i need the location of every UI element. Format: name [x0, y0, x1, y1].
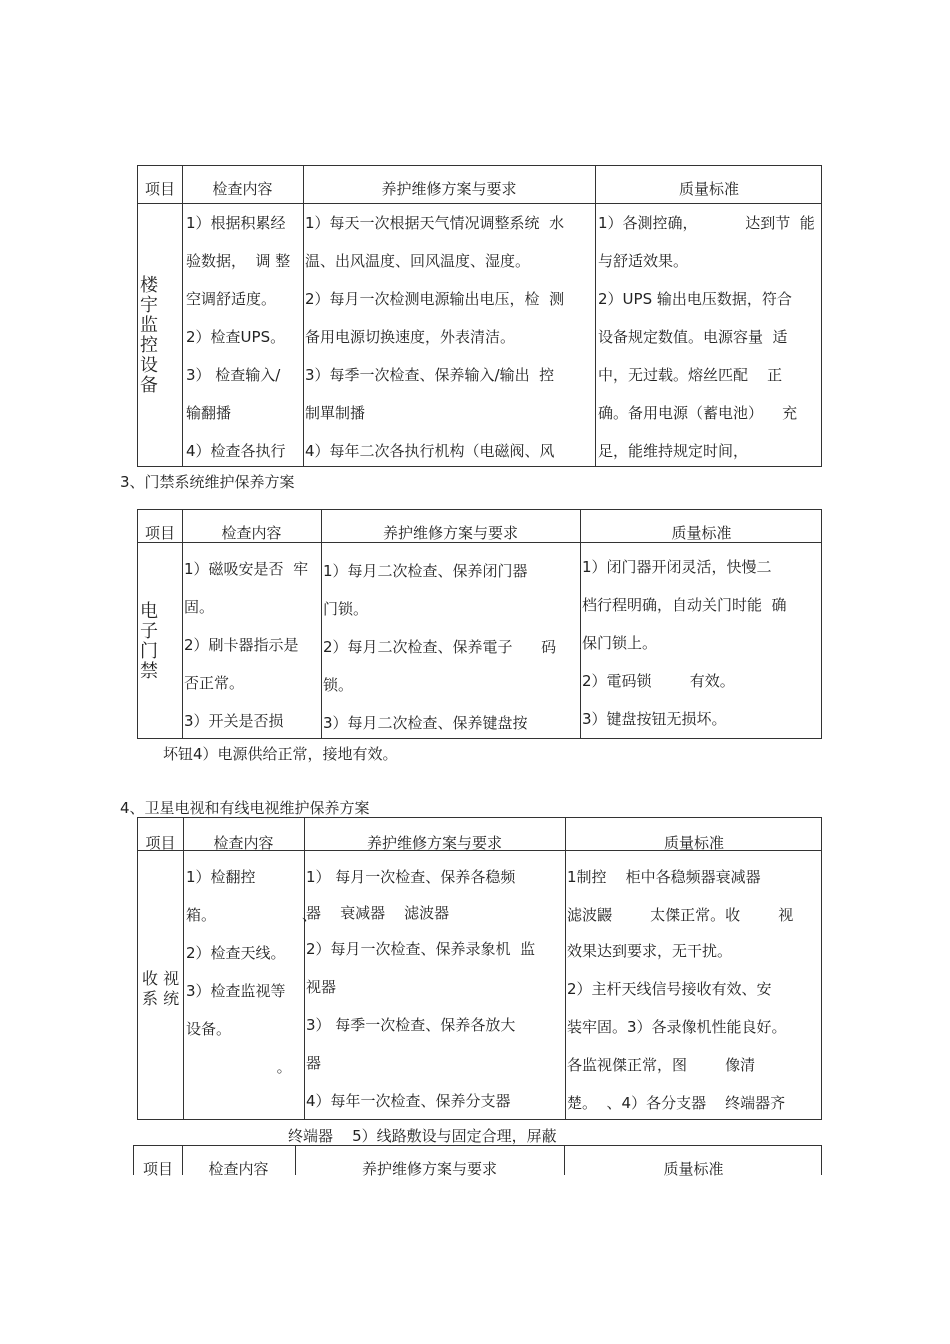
cell-line: 2）UPS 输出电压数据，符合: [598, 290, 792, 308]
cell-line: 门锁。: [323, 600, 369, 618]
cell-line: 各监视傑正常，图 像清: [567, 1056, 756, 1074]
item-char: 禁: [140, 661, 158, 682]
cell-line: 3）检查监视等: [186, 982, 286, 1000]
header-quality-standard: 质量标准: [663, 834, 724, 852]
cell-line: 空调舒适度。: [186, 290, 277, 308]
header-check-content: 检查内容: [208, 1160, 269, 1178]
cell-line: 档行程明确，自动关门时能 确: [582, 596, 787, 614]
section-4-title: 4、卫星电视和有线电视维护保养方案: [120, 799, 370, 817]
item-label-tv-system-line2: 系 统: [142, 989, 180, 1008]
item-char: 电: [140, 601, 158, 622]
cell-line: 2）每月一次检测电源输出电压，检 测: [305, 290, 565, 308]
cell-line: 2）检查UPS。: [186, 328, 286, 346]
cell-line: 1）各測控确， 达到节 能: [598, 214, 815, 232]
item-label-building-monitoring: [139, 276, 159, 396]
cell-line: 器 衰减器 滤波器: [306, 904, 450, 922]
header-check-content: 检查内容: [212, 180, 273, 198]
cell-line: 1）磁吸安是否 牢: [184, 560, 309, 578]
cell-line: 锁。: [323, 676, 354, 694]
cell-line: 楚。 、4）各分支器 终端器齐: [567, 1094, 786, 1112]
column-divider: [304, 818, 305, 1119]
cell-line: 滤波鼹 太傑正常。收 视: [567, 906, 794, 924]
item-char: 设: [140, 355, 158, 376]
item-char: 子: [140, 621, 158, 642]
cell-line: 3）每季一次检查、保养输入/输出 控: [305, 366, 555, 384]
header-item: 项目: [142, 1160, 173, 1178]
header-item: 项目: [144, 180, 175, 198]
cell-line: 4）每年一次检查、保养分支器: [306, 1092, 511, 1110]
cell-line: 设备规定数值。电源容量 适: [598, 328, 788, 346]
cell-line: 否正常。: [184, 674, 245, 692]
cell-line: 2）刷卡器指示是: [184, 636, 299, 654]
column-divider: [580, 510, 581, 738]
cell-line: 保门锁上。: [582, 634, 658, 652]
column-divider: [321, 510, 322, 738]
cell-line: 效果达到要求，无干扰。: [567, 942, 733, 960]
cell-line: 设备。: [186, 1020, 232, 1038]
column-divider: [595, 166, 596, 466]
column-divider: [182, 166, 183, 466]
cell-line: 。: [186, 1058, 292, 1076]
cell-line: 3）每月二次检查、保养键盘按: [323, 714, 528, 732]
cell-line: 1）每月二次检查、保养闭门器: [323, 562, 528, 580]
cell-line: 3）键盘按钮无损坏。: [582, 710, 727, 728]
item-char: 监: [140, 315, 158, 336]
item-char: 宇: [140, 295, 158, 316]
header-maintenance-plan: 养护维修方案与要求: [381, 180, 517, 198]
header-maintenance-plan: 养护维修方案与要求: [382, 524, 518, 542]
cell-line: 中，无过载。熔丝匹配 正: [598, 366, 783, 384]
cell-line: 备用电源切换速度，外表清洁。: [305, 328, 516, 346]
cell-line: 与舒适效果。: [598, 252, 689, 270]
header-check-content: 检查内容: [221, 524, 282, 542]
cell-line: 输翻播: [186, 404, 232, 422]
table-access-control: [137, 509, 822, 739]
cell-line: 4）检查各执行: [186, 442, 286, 460]
item-char: 门: [140, 641, 158, 662]
cell-line: 1）每天一次根据天气情况调整系统 水: [305, 214, 565, 232]
cell-line: 2）電码锁 有效。: [582, 672, 735, 690]
column-divider: [183, 818, 184, 1119]
section-3-title: 3、门禁系统维护保养方案: [120, 473, 295, 491]
cell-line: 2）检查天线。: [186, 944, 286, 962]
cell-line: 确。备用电源（蓄电池） 充: [598, 404, 798, 422]
column-divider: [303, 166, 304, 466]
cell-line: 装牢固。3）各录像机性能良好。: [567, 1018, 787, 1036]
cell-line: 温、出风温度、回风温度、湿度。: [305, 252, 531, 270]
header-quality-standard: 质量标准: [663, 1160, 724, 1178]
table-building-monitoring: [137, 165, 822, 467]
cell-line: 验数据， 调 整: [186, 252, 291, 270]
header-maintenance-plan: 养护维修方案与要求: [366, 834, 502, 852]
cell-line: 2）每月一次检查、保养录象机 监: [306, 940, 536, 958]
header-item: 项目: [144, 524, 175, 542]
cell-line: 1）闭门器开闭灵活，快慢二: [582, 558, 772, 576]
cell-line: 4）每年二次各执行机构（电磁阀、风: [305, 442, 555, 460]
item-char: 备: [140, 375, 158, 396]
item-char: 控: [140, 335, 158, 356]
table-tv-system: [137, 817, 822, 1120]
table-next-section: [133, 1145, 822, 1178]
cell-line: 固。: [184, 598, 215, 616]
cell-line: 器: [306, 1054, 322, 1072]
cell-line: 箱。 、: [186, 906, 317, 924]
cell-line: 3）开关是否损: [184, 712, 284, 730]
cell-line: 1） 每月一次检查、保养各稳频: [306, 868, 516, 886]
table3-overflow-text: 终端器 5）线路敷设与固定合理，屏蔽: [288, 1127, 557, 1145]
cell-line: 3） 检查输入/: [186, 366, 281, 384]
header-check-content: 检查内容: [213, 834, 274, 852]
cell-line: 3） 每季一次检查、保养各放大: [306, 1016, 516, 1034]
column-divider: [182, 510, 183, 738]
header-maintenance-plan: 养护维修方案与要求: [361, 1160, 497, 1178]
table2-overflow-text: 坏钮4）电源供给正常，接地有效。: [163, 745, 398, 763]
cell-line: 1）根据积累经: [186, 214, 286, 232]
header-quality-standard: 质量标准: [678, 180, 739, 198]
item-char: 楼: [140, 275, 158, 296]
cell-line: 1）检翻控: [186, 868, 256, 886]
item-label-access-control: [139, 602, 159, 682]
cell-line: 制單制播: [305, 404, 366, 422]
cell-line: 视器: [306, 978, 337, 996]
cell-line: 足，能维持规定时间，: [598, 442, 749, 460]
column-divider: [565, 818, 566, 1119]
cell-line: 2）主杆天线信号接收有效、安: [567, 980, 772, 998]
item-label-tv-system-line1: 收 视: [142, 969, 180, 988]
cell-line: 1制控 柜中各稳频器衰减器: [567, 868, 761, 886]
cell-line: 2）每月二次检查、保养電子 码: [323, 638, 557, 656]
header-quality-standard: 质量标准: [671, 524, 732, 542]
header-item: 项目: [145, 834, 176, 852]
